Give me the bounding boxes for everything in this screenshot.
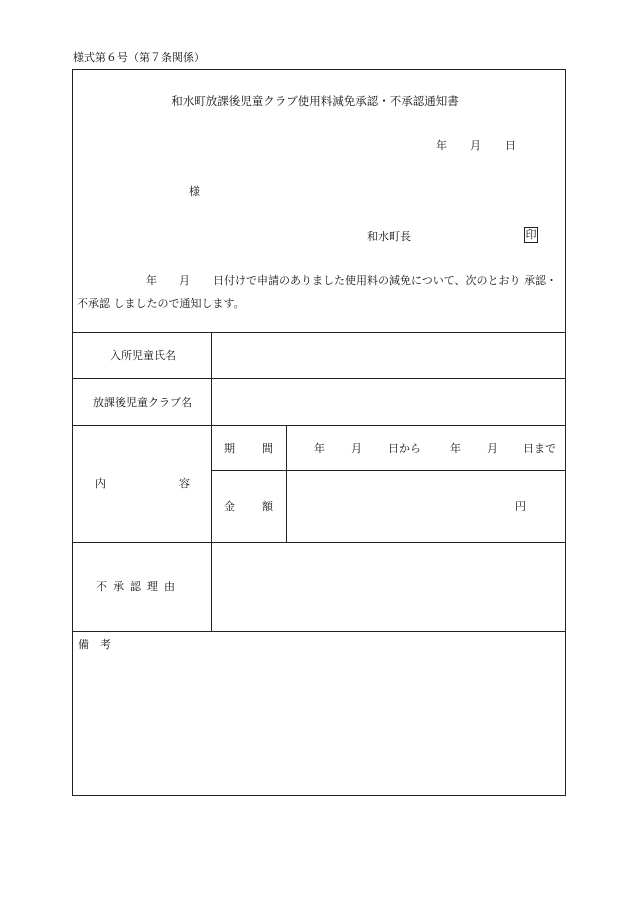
period-year1: 年 [314,442,325,455]
content-label-left: 内 [95,477,106,490]
amount-unit: 円 [515,500,526,513]
issuer-name: 和水町長 [367,230,411,243]
body-sentence-line2: 不承認 しましたので通知します。 [77,297,245,310]
period-month2: 月 [487,442,498,455]
rejection-reason-field[interactable] [212,543,565,630]
row-divider-4 [72,631,566,632]
period-day-until: 日まで [523,442,556,455]
remarks-label: 備 考 [78,638,111,651]
child-name-label: 入所児童氏名 [110,349,176,362]
rejection-reason-label: 不承認理由 [96,580,181,593]
content-label-right: 容 [179,477,190,490]
seal-mark: 印 [525,228,537,241]
date-month-label: 月 [470,139,481,152]
body-month-label: 月 [179,274,190,287]
form-number-label: 様式第６号（第７条関係） [73,51,205,64]
row-divider-2 [72,425,566,426]
period-year2: 年 [450,442,461,455]
amount-label-b: 額 [262,500,273,513]
period-month1: 月 [351,442,362,455]
period-label-b: 間 [262,442,273,455]
remarks-field[interactable] [73,655,565,795]
date-day-label: 日 [505,139,516,152]
body-sentence-line1: 日付けで申請のありました使用料の減免について、次のとおり 承認・ [213,274,558,287]
club-name-label: 放課後児童クラブ名 [93,396,192,409]
date-year-label: 年 [436,139,447,152]
document-title: 和水町放課後児童クラブ使用料減免承認・不承認通知書 [171,94,459,108]
period-label-a: 期 [224,442,235,455]
period-day-from: 日から [388,442,421,455]
club-name-field[interactable] [212,379,565,424]
child-name-field[interactable] [212,333,565,377]
recipient-honorific: 様 [189,185,200,198]
body-year-label: 年 [146,274,157,287]
amount-label-a: 金 [224,500,235,513]
